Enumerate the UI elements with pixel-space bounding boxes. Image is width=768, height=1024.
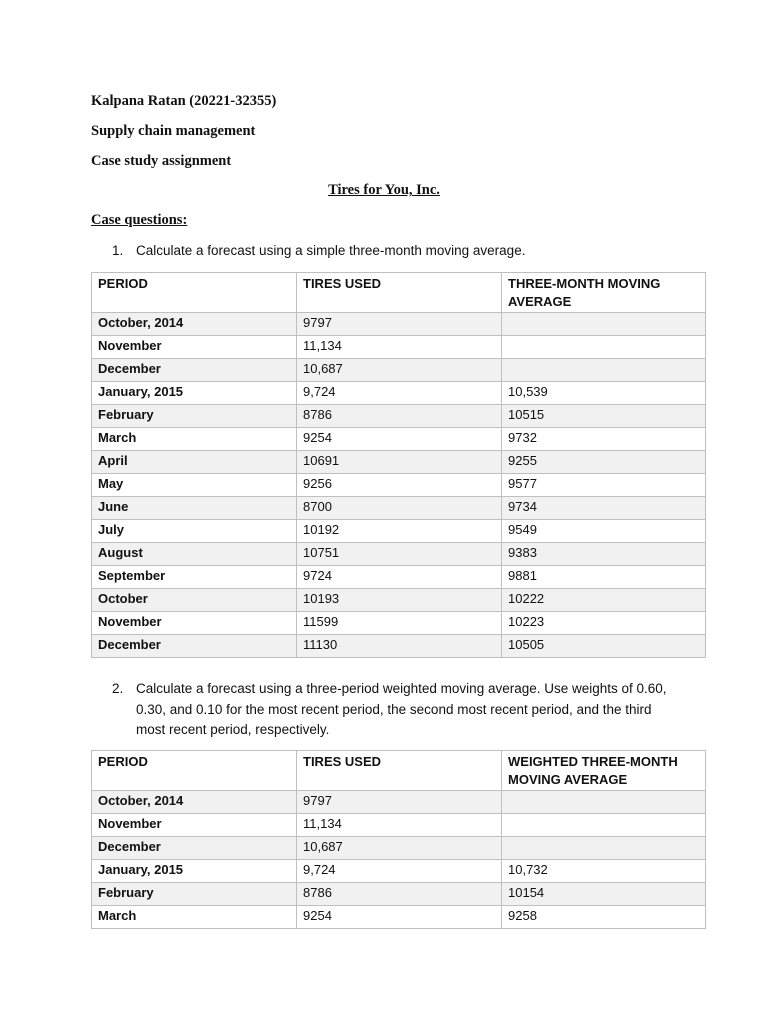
period-cell: September <box>92 566 297 589</box>
average-cell: 10223 <box>502 612 706 635</box>
header-period: PERIOD <box>92 751 297 791</box>
period-cell: March <box>92 906 297 929</box>
table-header-row <box>92 751 706 791</box>
table-row <box>92 313 706 336</box>
table-header-row <box>92 273 706 313</box>
average-cell: 10515 <box>502 405 706 428</box>
table-row <box>92 883 706 906</box>
tires-cell: 11,134 <box>297 336 502 359</box>
table-row <box>92 359 706 382</box>
average-cell: 9577 <box>502 474 706 497</box>
average-cell: 10505 <box>502 635 706 658</box>
tires-cell: 11599 <box>297 612 502 635</box>
assignment-line: Case study assignment <box>91 153 232 169</box>
table-row <box>92 791 706 814</box>
average-cell: 9255 <box>502 451 706 474</box>
header-weighted-average: WEIGHTED THREE-MONTH MOVING AVERAGE <box>502 751 706 791</box>
question-text: Calculate a forecast using a three-period weighted moving average. Use weights of 0.60, 0.30, and 0.10 for the most recent period, the second most recent period, and the third most recent period, respectively. <box>136 681 667 737</box>
table-row <box>92 543 706 566</box>
average-cell: 10154 <box>502 883 706 906</box>
average-cell <box>502 313 706 336</box>
table-row <box>92 382 706 405</box>
average-cell <box>502 837 706 860</box>
table-row <box>92 860 706 883</box>
tires-cell: 10192 <box>297 520 502 543</box>
period-cell: November <box>92 814 297 837</box>
tires-cell: 10751 <box>297 543 502 566</box>
average-cell <box>502 336 706 359</box>
table-row <box>92 814 706 837</box>
tires-cell: 10691 <box>297 451 502 474</box>
table-row <box>92 566 706 589</box>
subject-line: Supply chain management <box>91 123 256 139</box>
header-moving-average: THREE-MONTH MOVING AVERAGE <box>502 273 706 313</box>
tires-cell: 9254 <box>297 906 502 929</box>
period-cell: December <box>92 635 297 658</box>
moving-average-table <box>91 272 706 658</box>
average-cell <box>502 359 706 382</box>
question-text: Calculate a forecast using a simple three-month moving average. <box>136 243 526 258</box>
header-tires-used: TIRES USED <box>297 751 502 791</box>
table-row <box>92 589 706 612</box>
period-cell: December <box>92 359 297 382</box>
average-cell: 10,539 <box>502 382 706 405</box>
period-cell: May <box>92 474 297 497</box>
table-row <box>92 405 706 428</box>
section-heading: Case questions: <box>91 212 188 228</box>
tires-cell: 9,724 <box>297 382 502 405</box>
period-cell: October, 2014 <box>92 313 297 336</box>
period-cell: October <box>92 589 297 612</box>
tires-cell: 9797 <box>297 791 502 814</box>
header-period: PERIOD <box>92 273 297 313</box>
document-title: Tires for You, Inc. <box>328 182 440 198</box>
period-cell: July <box>92 520 297 543</box>
average-cell: 9549 <box>502 520 706 543</box>
period-cell: January, 2015 <box>92 860 297 883</box>
tires-cell: 9797 <box>297 313 502 336</box>
period-cell: April <box>92 451 297 474</box>
period-cell: February <box>92 883 297 906</box>
average-cell: 10222 <box>502 589 706 612</box>
table-row <box>92 474 706 497</box>
tires-cell: 8786 <box>297 405 502 428</box>
tires-cell: 10,687 <box>297 837 502 860</box>
weighted-average-table <box>91 750 706 929</box>
average-cell: 9881 <box>502 566 706 589</box>
tires-cell: 10,687 <box>297 359 502 382</box>
average-cell: 9734 <box>502 497 706 520</box>
table-row <box>92 520 706 543</box>
tires-cell: 9724 <box>297 566 502 589</box>
period-cell: June <box>92 497 297 520</box>
table-row <box>92 612 706 635</box>
tires-cell: 8700 <box>297 497 502 520</box>
table-row <box>92 837 706 860</box>
author-line: Kalpana Ratan (20221-32355) <box>91 93 277 109</box>
table-row <box>92 906 706 929</box>
table-row <box>92 497 706 520</box>
period-cell: November <box>92 336 297 359</box>
period-cell: December <box>92 837 297 860</box>
table-row <box>92 428 706 451</box>
question-2 <box>112 679 682 741</box>
tires-cell: 11130 <box>297 635 502 658</box>
table-row <box>92 635 706 658</box>
period-cell: January, 2015 <box>92 382 297 405</box>
average-cell <box>502 814 706 837</box>
average-cell: 10,732 <box>502 860 706 883</box>
table-row <box>92 336 706 359</box>
average-cell: 9383 <box>502 543 706 566</box>
header-tires-used: TIRES USED <box>297 273 502 313</box>
period-cell: November <box>92 612 297 635</box>
average-cell: 9258 <box>502 906 706 929</box>
question-number: 1. <box>112 243 124 258</box>
tires-cell: 9256 <box>297 474 502 497</box>
tires-cell: 8786 <box>297 883 502 906</box>
question-number: 2. <box>112 681 124 696</box>
period-cell: March <box>92 428 297 451</box>
period-cell: October, 2014 <box>92 791 297 814</box>
period-cell: February <box>92 405 297 428</box>
tires-cell: 9254 <box>297 428 502 451</box>
tires-cell: 11,134 <box>297 814 502 837</box>
average-cell <box>502 791 706 814</box>
table-row <box>92 451 706 474</box>
period-cell: August <box>92 543 297 566</box>
average-cell: 9732 <box>502 428 706 451</box>
tires-cell: 9,724 <box>297 860 502 883</box>
tires-cell: 10193 <box>297 589 502 612</box>
question-1 <box>112 241 682 262</box>
